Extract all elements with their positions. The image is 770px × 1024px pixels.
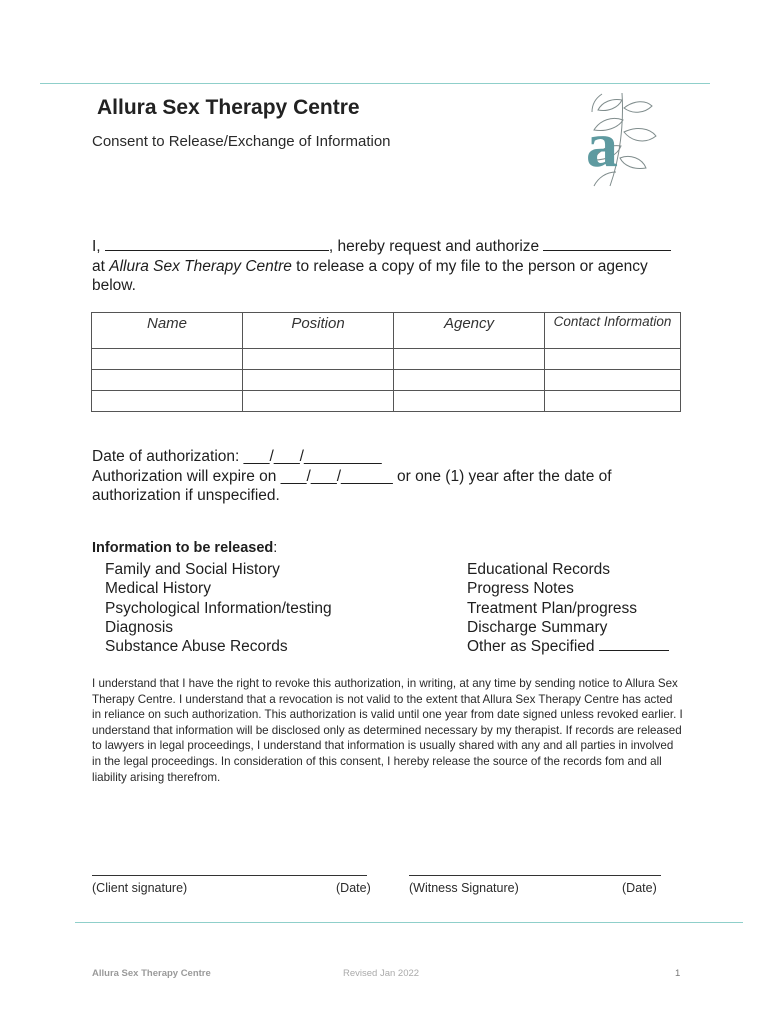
table-cell[interactable] bbox=[545, 349, 681, 370]
table-cell[interactable] bbox=[394, 391, 545, 412]
table-cell[interactable] bbox=[92, 349, 243, 370]
expiry-date-field[interactable]: ___/___/______ bbox=[280, 467, 393, 485]
table-cell[interactable] bbox=[92, 391, 243, 412]
client-signature-line[interactable] bbox=[92, 875, 367, 876]
authorization-dates: Date of authorization: ___/___/_________ Authorization will expire on ___/___/______ or one (1) year after the date of authorization if unspecified. bbox=[92, 448, 612, 504]
authorized-party-field[interactable] bbox=[543, 237, 671, 251]
table-cell[interactable] bbox=[394, 370, 545, 391]
footer-revised: Revised Jan 2022 bbox=[343, 968, 420, 979]
header-position: Position bbox=[243, 313, 394, 349]
list-item-other: Other as Specified bbox=[467, 637, 669, 656]
table-cell[interactable] bbox=[243, 370, 394, 391]
top-divider bbox=[40, 83, 710, 84]
list-item: Discharge Summary bbox=[467, 618, 608, 636]
legal-consent-text: I understand that I have the right to revoke this authorization, in writing, at any time by sending notice to Allura Sex Therapy Centre. I understand that a revocation is not valid to the extent that Allura Sex Therapy Centre has acted in reliance on such authorization. This authorization is valid until one year from date signed unless revoked earlier. I understand that information will be disclosed only as determined necessary by my therapist. If records are released to lawyers in legal proceedings, I understand that information is usually shared with any and all parties in involved in the legal proceedings. In consideration of this consent, I hereby release the source of the records fom and all liability arising therefrom. bbox=[92, 677, 683, 784]
client-date-label: (Date) bbox=[336, 881, 371, 895]
page-title: Allura Sex Therapy Centre bbox=[97, 96, 360, 119]
witness-signature-label: (Witness Signature) bbox=[409, 881, 519, 895]
table-cell[interactable] bbox=[92, 370, 243, 391]
table-cell[interactable] bbox=[545, 391, 681, 412]
info-list-left bbox=[105, 560, 332, 656]
info-heading: Information to be released: bbox=[92, 540, 278, 556]
list-item: Progress Notes bbox=[467, 580, 574, 598]
form-subtitle: Consent to Release/Exchange of Information bbox=[92, 133, 391, 150]
table-header-row bbox=[92, 313, 681, 349]
header-agency: Agency bbox=[394, 313, 545, 349]
info-list-right bbox=[467, 560, 669, 656]
list-item: Psychological Information/testing bbox=[105, 599, 332, 617]
table-row bbox=[92, 349, 681, 370]
client-signature-label: (Client signature) bbox=[92, 881, 188, 895]
information-to-release bbox=[92, 540, 692, 656]
bottom-divider bbox=[75, 922, 743, 923]
header-name: Name bbox=[92, 313, 243, 349]
logo-letter: a bbox=[586, 109, 618, 180]
table-row bbox=[92, 370, 681, 391]
table-cell[interactable] bbox=[394, 349, 545, 370]
list-item: Educational Records bbox=[467, 561, 611, 578]
page-number: 1 bbox=[675, 968, 681, 979]
client-name-field[interactable] bbox=[105, 237, 329, 251]
list-item: Medical History bbox=[105, 580, 211, 598]
authorization-date-field[interactable]: ___/___/_________ bbox=[243, 448, 382, 465]
list-item: Treatment Plan/progress bbox=[467, 599, 638, 617]
witness-date-label: (Date) bbox=[622, 881, 657, 895]
table-cell[interactable] bbox=[243, 391, 394, 412]
footer-org: Allura Sex Therapy Centre bbox=[92, 968, 211, 979]
table-cell[interactable] bbox=[243, 349, 394, 370]
other-specified-field[interactable] bbox=[599, 637, 669, 651]
authorization-statement: I, , hereby request and authorize at Allura Sex Therapy Centre to release a copy of my file to the person or agency below. bbox=[92, 237, 692, 296]
table-cell[interactable] bbox=[545, 370, 681, 391]
header-contact: Contact Information bbox=[545, 313, 681, 349]
org-name-italic: Allura Sex Therapy Centre bbox=[109, 257, 292, 275]
list-item: Family and Social History bbox=[105, 561, 280, 578]
table-row bbox=[92, 391, 681, 412]
release-recipient-table bbox=[91, 312, 681, 412]
list-item: Substance Abuse Records bbox=[105, 638, 288, 656]
leaf-logo-icon bbox=[572, 88, 662, 188]
list-item: Diagnosis bbox=[105, 618, 174, 636]
witness-signature-line[interactable] bbox=[409, 875, 661, 876]
